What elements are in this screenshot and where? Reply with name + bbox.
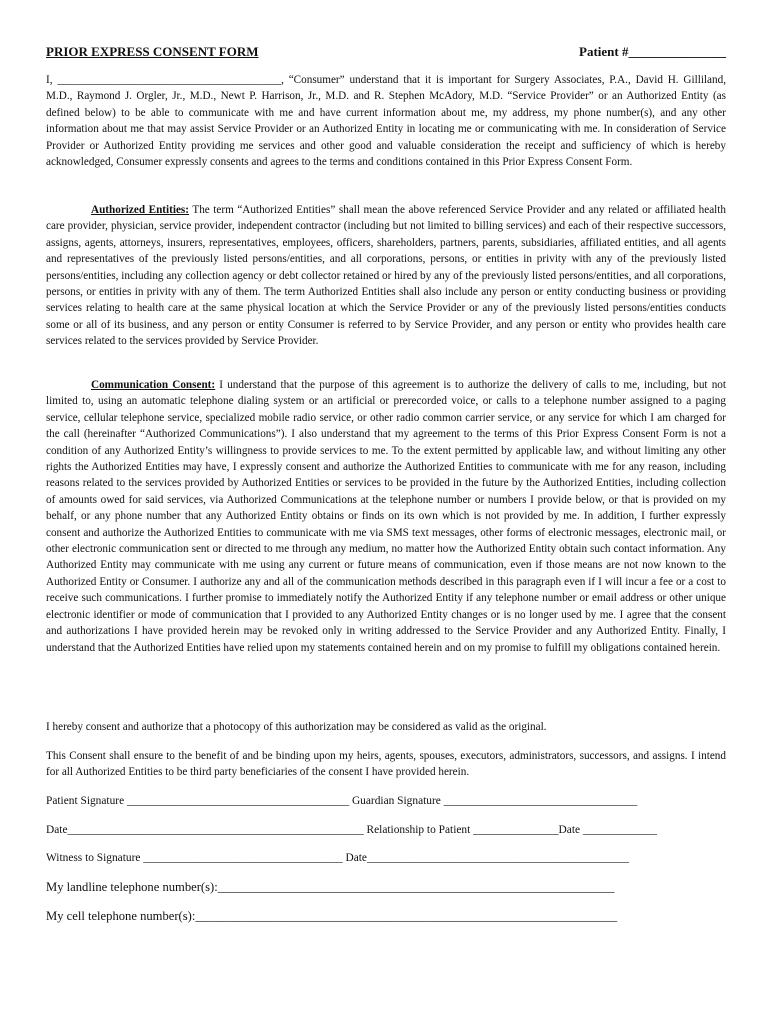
intro-paragraph: I, ________________________________________, “Consumer” understand that it is important for Surgery Associates, P.A., David H. Gilliland, M.D., Raymond J. Orgler, Jr., M.D., Newt P. Harrison, Jr., M.D. and R. Stephen McAdory, M.D. “Service Provider” or an Authorized Entity (as defined below) to be able to communicate with me and have current information about me, my address, my phone number(s), and any other information about me that may assist Service Provider or an Authorized Entity in locating me or communicating with me. In consideration of Service Provider or Authorized Entity providing me services and other good and valuable consideration the receipt and sufficiency of which is hereby acknowledged, Consumer expressly consents and agrees to the terms and conditions contained in this Prior Express Consent Form. [46, 74, 726, 169]
witness-signature-line[interactable]: Witness to Signature ___________________________________ Date______________________________________________ [46, 852, 629, 864]
patient-guardian-signature-line[interactable]: Patient Signature _______________________________________ Guardian Signature __________________________________ [46, 795, 638, 807]
patient-number-field[interactable]: Patient #_______________ [579, 44, 726, 59]
communication-consent-paragraph [46, 377, 726, 656]
authorized-entities-paragraph [46, 202, 726, 350]
authorized-entities-heading: Authorized Entities: [91, 204, 190, 216]
form-header [46, 44, 726, 62]
communication-consent-text: I understand that the purpose of this agreement is to authorize the delivery of calls to me, including, but not limited to, using an automatic telephone dialing system or an artificial or prerecorded voice, or calls to a telephone number assigned to a paging service, cellular telephone service, specialized mobile radio service, or other radio common carrier service, or any service for which I am charged for the call (hereinafter “Authorized Communications”). I also understand that my agreement to the terms of this Prior Express Consent Form is not a condition of any Authorized Entity’s willingness to provide services to me. To the extent permitted by applicable law, and without limiting any other rights the Authorized Entities may have, I expressly consent and authorize the Authorized Entities to communicate with me for any reason, including reasons related to the services provided by Authorized Entities or services to be provided in the future by the Authorized Entities, including collection of amounts owed for said services, via Authorized Communications at the telephone number or numbers I provide below, or that is provided on my behalf, or any phone number that any Authorized Entity obtains or finds on its own which is not provided by me. In addition, I further expressly consent and authorize the Authorized Entities to communicate with me via SMS text messages, other forms of electronic messages, electronic mail, or other electronic communication sent or directed to me through any medium, no matter how the Authorized Entity obtain such contact information. Any Authorized Entity may communicate with me using any current or future means of communication, even if those means are not now known to the Authorized Entity or Consumer. I authorize any and all of the communication methods described in this paragraph even if I will incur a fee or a cost to receive such communications. I further promise to immediately notify the Authorized Entity if any telephone number or email address or other unique electronic identifier or mode of communication that I provided to any Authorized Entity changes or is no longer used by me. I agree that the consent and authorizations I have provided herein may be revoked only in writing addressed to the Service Provider and any Authorized Entity. Finally, I understand that the Authorized Entities have relied upon my statements contained herein and on my promise to fulfill my obligations contained herein. [46, 379, 726, 654]
landline-number-field[interactable]: My landline telephone number(s):_______________________________________________________________ [46, 880, 615, 894]
date-relationship-line[interactable]: Date____________________________________________________ Relationship to Patient _______________Date _____________ [46, 824, 657, 836]
form-title: PRIOR EXPRESS CONSENT FORM [46, 44, 259, 59]
photocopy-paragraph: I hereby consent and authorize that a photocopy of this authorization may be considered as valid as the original. [46, 721, 547, 733]
cell-number-field[interactable]: My cell telephone number(s):___________________________________________________________________ [46, 909, 618, 923]
authorized-entities-text: The term “Authorized Entities” shall mean the above referenced Service Provider and any related or affiliated health care provider, physician, service provider, independent contractor (including but not limited to billing services) and each of their respective successors, assigns, agents, attorneys, insurers, representatives, employees, officers, shareholders, partners, parents, subsidiaries, affiliated entities, and all agents and representatives of the previously listed persons/entities, and all corporations, persons, or entities in privity with any of the previously listed persons/entities, including any collection agency or debt collector retained or hired by any of the previously listed persons/entities, and all corporations, persons, or entities in privity with any of them. The term Authorized Entities shall also include any person or entity conducting business or providing services relating to health care at the same physical location at which the Service Provider or any of the previously listed persons/entities conducts some or all of its business, and any person or entity Consumer is referred to by Service Provider, and any person or entity who provides health care services related to the services provided by Service Provider. [46, 204, 726, 348]
communication-consent-heading: Communication Consent: [91, 379, 216, 391]
binding-paragraph: This Consent shall ensure to the benefit of and be binding upon my heirs, agents, spouses, executors, administrators, successors, and assigns. I intend for all Authorized Entities to be third party beneficiaries of the consent I have provided herein. [46, 750, 726, 779]
